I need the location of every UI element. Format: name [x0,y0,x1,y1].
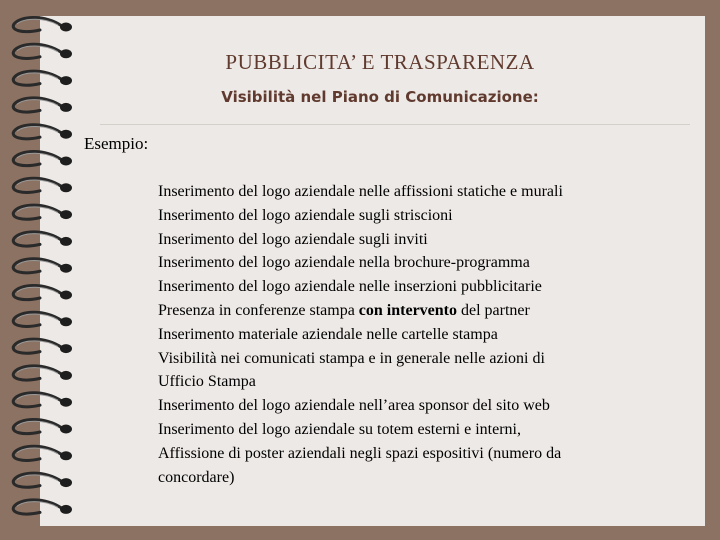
binding-ring [13,205,72,219]
binding-ring [13,312,72,326]
list-item: Inserimento del logo aziendale nella brochure-programma [158,254,530,272]
binding-ring [13,178,72,192]
title-divider [100,124,690,125]
list-item: concordare) [158,468,235,486]
intro-label: Esempio: [84,134,149,153]
list-item: Inserimento del logo aziendale sugli inviti [158,230,428,248]
binding-ring [13,125,72,139]
slide-title: PUBBLICITA’ E TRASPARENZA [225,50,535,74]
binding-ring [13,446,72,460]
binding-ring [13,393,72,407]
list-item: Visibilità nei comunicati stampa e in generale nelle azioni di [158,349,545,367]
list-item: Inserimento del logo aziendale nell’area sponsor del sito web [158,397,550,415]
list-item: Inserimento materiale aziendale nelle cartelle stampa [158,325,498,343]
list-item-emphasis: con intervento [358,301,457,319]
list-item-text: Presenza in conferenze stampa [158,301,359,319]
binding-ring [13,18,72,32]
binding-ring [13,420,72,434]
list-item: Inserimento del logo aziendale sugli striscioni [158,206,453,224]
binding-ring [13,339,72,353]
binding-ring [13,473,72,487]
list-item-text: del partner [457,301,530,319]
list-item: Inserimento del logo aziendale nelle affissioni statiche e murali [158,183,563,200]
list-item [158,299,698,323]
list-item: Ufficio Stampa [158,373,256,391]
binding-ring [13,500,72,514]
slide-subtitle: Visibilità nel Piano di Comunicazione: [221,88,539,106]
binding-ring [13,366,72,380]
list-item: Inserimento del logo aziendale nelle inserzioni pubblicitarie [158,278,542,296]
binding-ring [13,152,72,166]
list-item: Inserimento del logo aziendale su totem esterni e interni, [158,420,521,438]
binding-ring [13,259,72,273]
binding-ring [13,286,72,300]
list-item: Affissione di poster aziendali negli spazi espositivi (numero da [158,444,562,462]
binding-ring [13,232,72,246]
item-list [158,180,698,489]
